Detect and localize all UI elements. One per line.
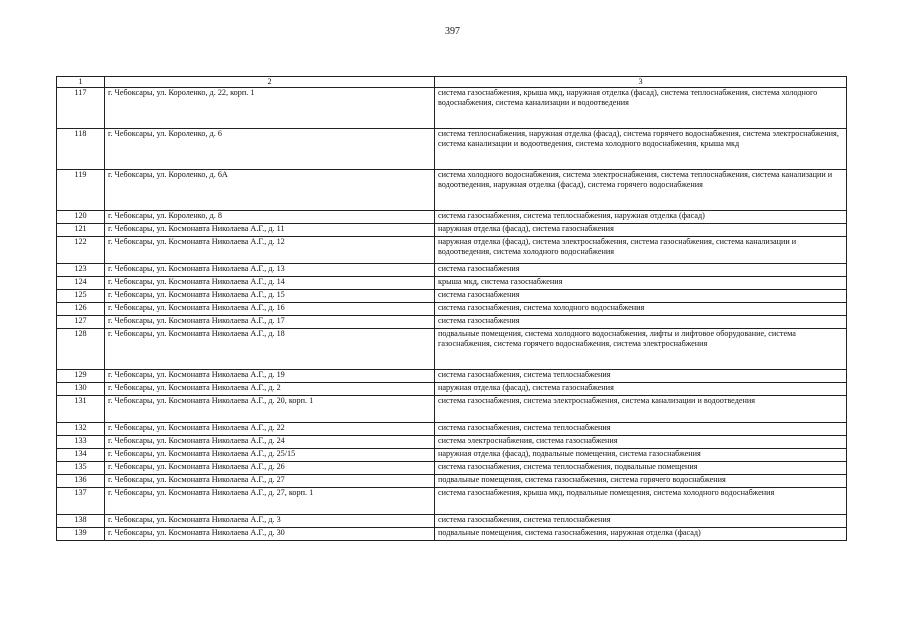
table-row: [57, 329, 847, 370]
row-number: 131: [57, 396, 105, 423]
row-number: 133: [57, 436, 105, 449]
row-number: 137: [57, 488, 105, 515]
address-cell: г. Чебоксары, ул. Космонавта Николаева А.Г., д. 20, корп. 1: [105, 396, 435, 423]
table-row: [57, 383, 847, 396]
row-number: 126: [57, 303, 105, 316]
row-number: 129: [57, 370, 105, 383]
address-cell: г. Чебоксары, ул. Космонавта Николаева А.Г., д. 15: [105, 290, 435, 303]
address-cell: г. Чебоксары, ул. Космонавта Николаева А.Г., д. 27, корп. 1: [105, 488, 435, 515]
systems-cell: система электроснабжения, система газоснабжения: [435, 436, 847, 449]
table-row: [57, 475, 847, 488]
row-number: 127: [57, 316, 105, 329]
row-number: 132: [57, 423, 105, 436]
row-number: 124: [57, 277, 105, 290]
table-row: [57, 436, 847, 449]
address-cell: г. Чебоксары, ул. Космонавта Николаева А.Г., д. 18: [105, 329, 435, 370]
address-cell: г. Чебоксары, ул. Космонавта Николаева А.Г., д. 3: [105, 515, 435, 528]
systems-cell: наружная отделка (фасад), подвальные помещения, система газоснабжения: [435, 449, 847, 462]
address-cell: г. Чебоксары, ул. Короленко, д. 6: [105, 129, 435, 170]
row-number: 130: [57, 383, 105, 396]
systems-cell: система газоснабжения, система теплоснабжения, наружная отделка (фасад): [435, 211, 847, 224]
systems-cell: система газоснабжения, система холодного водоснабжения: [435, 303, 847, 316]
table-row: [57, 211, 847, 224]
address-cell: г. Чебоксары, ул. Космонавта Николаева А.Г., д. 12: [105, 237, 435, 264]
systems-cell: система газоснабжения, система теплоснабжения: [435, 370, 847, 383]
row-number: 120: [57, 211, 105, 224]
table-row: [57, 264, 847, 277]
table-row: [57, 129, 847, 170]
table-row: [57, 316, 847, 329]
address-cell: г. Чебоксары, ул. Космонавта Николаева А.Г., д. 13: [105, 264, 435, 277]
address-cell: г. Чебоксары, ул. Короленко, д. 6А: [105, 170, 435, 211]
table-row: [57, 515, 847, 528]
row-number: 118: [57, 129, 105, 170]
address-cell: г. Чебоксары, ул. Космонавта Николаева А.Г., д. 11: [105, 224, 435, 237]
row-number: 134: [57, 449, 105, 462]
table-body: [57, 88, 847, 541]
systems-cell: крыша мкд, система газоснабжения: [435, 277, 847, 290]
column-header-3: 3: [435, 77, 847, 88]
systems-cell: подвальные помещения, система холодного водоснабжения, лифты и лифтовое оборудование, система газоснабжения, система горячего водоснабжения, система электроснабжения: [435, 329, 847, 370]
row-number: 119: [57, 170, 105, 211]
table-row: [57, 170, 847, 211]
systems-cell: система газоснабжения, система теплоснабжения: [435, 423, 847, 436]
systems-cell: система теплоснабжения, наружная отделка (фасад), система горячего водоснабжения, система электроснабжения, система канализации и водоотведения, система холодного водоснабжения, крыша мкд: [435, 129, 847, 170]
table-row: [57, 370, 847, 383]
systems-cell: наружная отделка (фасад), система газоснабжения: [435, 224, 847, 237]
table-row: [57, 277, 847, 290]
address-cell: г. Чебоксары, ул. Космонавта Николаева А.Г., д. 27: [105, 475, 435, 488]
address-cell: г. Чебоксары, ул. Космонавта Николаева А.Г., д. 2: [105, 383, 435, 396]
table-row: [57, 224, 847, 237]
systems-cell: подвальные помещения, система газоснабжения, наружная отделка (фасад): [435, 528, 847, 541]
table-row: [57, 88, 847, 129]
row-number: 121: [57, 224, 105, 237]
row-number: 122: [57, 237, 105, 264]
address-cell: г. Чебоксары, ул. Космонавта Николаева А.Г., д. 22: [105, 423, 435, 436]
table-row: [57, 462, 847, 475]
address-cell: г. Чебоксары, ул. Короленко, д. 22, корп. 1: [105, 88, 435, 129]
address-cell: г. Чебоксары, ул. Космонавта Николаева А.Г., д. 16: [105, 303, 435, 316]
systems-cell: наружная отделка (фасад), система электроснабжения, система газоснабжения, система канализации и водоотведения, система холодного водоснабжения: [435, 237, 847, 264]
row-number: 135: [57, 462, 105, 475]
buildings-table: [56, 76, 847, 541]
row-number: 128: [57, 329, 105, 370]
row-number: 125: [57, 290, 105, 303]
table-row: [57, 290, 847, 303]
systems-cell: система газоснабжения: [435, 264, 847, 277]
systems-cell: система газоснабжения, крыша мкд, подвальные помещения, система холодного водоснабжения: [435, 488, 847, 515]
address-cell: г. Чебоксары, ул. Космонавта Николаева А.Г., д. 19: [105, 370, 435, 383]
row-number: 117: [57, 88, 105, 129]
address-cell: г. Чебоксары, ул. Космонавта Николаева А.Г., д. 25/15: [105, 449, 435, 462]
systems-cell: система газоснабжения: [435, 290, 847, 303]
column-header-2: 2: [105, 77, 435, 88]
address-cell: г. Чебоксары, ул. Космонавта Николаева А.Г., д. 24: [105, 436, 435, 449]
address-cell: г. Чебоксары, ул. Космонавта Николаева А.Г., д. 26: [105, 462, 435, 475]
systems-cell: система газоснабжения, система электроснабжения, система канализации и водоотведения: [435, 396, 847, 423]
systems-cell: подвальные помещения, система газоснабжения, система горячего водоснабжения: [435, 475, 847, 488]
table-row: [57, 237, 847, 264]
address-cell: г. Чебоксары, ул. Космонавта Николаева А.Г., д. 30: [105, 528, 435, 541]
systems-cell: система холодного водоснабжения, система электроснабжения, система теплоснабжения, система канализации и водоотведения, наружная отделка (фасад), система горячего водоснабжения: [435, 170, 847, 211]
row-number: 138: [57, 515, 105, 528]
systems-cell: наружная отделка (фасад), система газоснабжения: [435, 383, 847, 396]
page-number: 397: [445, 26, 460, 37]
systems-cell: система газоснабжения, система теплоснабжения, подвальные помещения: [435, 462, 847, 475]
table-row: [57, 303, 847, 316]
systems-cell: система газоснабжения, крыша мкд, наружная отделка (фасад), система теплоснабжения, система холодного водоснабжения, система канализации и водоотведения: [435, 88, 847, 129]
address-cell: г. Чебоксары, ул. Космонавта Николаева А.Г., д. 17: [105, 316, 435, 329]
table-row: [57, 528, 847, 541]
address-cell: г. Чебоксары, ул. Короленко, д. 8: [105, 211, 435, 224]
table-row: [57, 423, 847, 436]
table-row: [57, 449, 847, 462]
row-number: 123: [57, 264, 105, 277]
table-row: [57, 396, 847, 423]
row-number: 136: [57, 475, 105, 488]
header-row: [57, 77, 847, 88]
address-cell: г. Чебоксары, ул. Космонавта Николаева А.Г., д. 14: [105, 277, 435, 290]
row-number: 139: [57, 528, 105, 541]
systems-cell: система газоснабжения, система теплоснабжения: [435, 515, 847, 528]
column-header-1: 1: [57, 77, 105, 88]
systems-cell: система газоснабжения: [435, 316, 847, 329]
table-row: [57, 488, 847, 515]
